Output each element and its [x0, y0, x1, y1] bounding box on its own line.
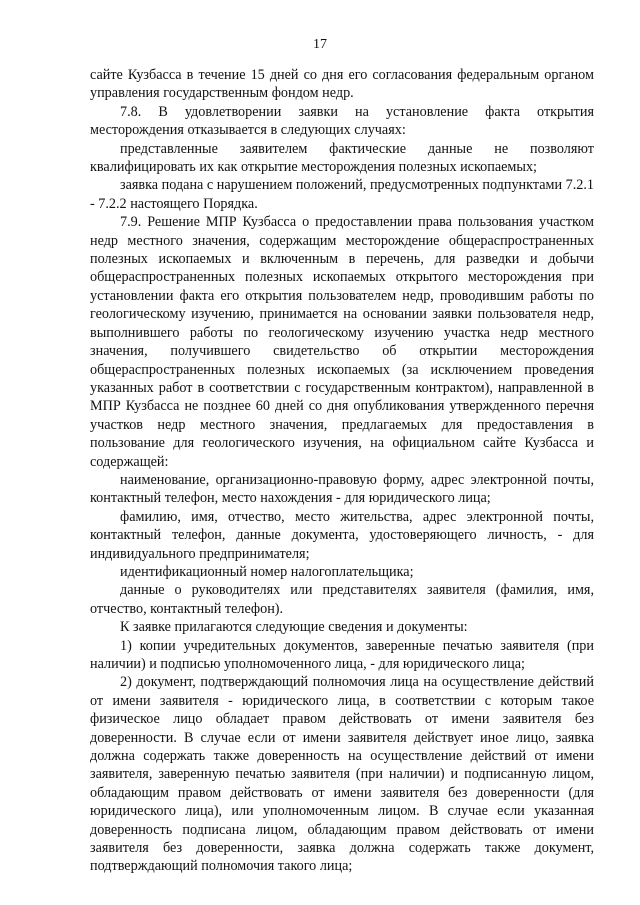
- paragraph-legal-entity-details: наименование, организационно-правовую форму, адрес электронной почты, контактный телефон, место нахождения - для юридического лица;: [90, 471, 594, 507]
- paragraph-attachment-1: 1) копии учредительных документов, заверенные печатью заявителя (при наличии) и подписью уполномоченного лица, - для юридического лица;: [90, 637, 594, 672]
- paragraph-representatives: данные о руководителях или представителях заявителя (фамилия, имя, отчество, контактный телефон).: [90, 582, 594, 617]
- paragraph-attachments-intro: К заявке прилагаются следующие сведения и документы:: [120, 619, 468, 636]
- paragraph-attachment-2: 2) документ, подтверждающий полномочия лица на осуществление действий от имени заявителя - юридического лица, в соответствии с которым такое физическое лицо обладает правом действовать от имени заявителя без доверенности. В случае если от имени заявителя действует иное лицо, заявка должна содержать также доверенность на осуществление действий от имени заявителя, заверенную печатью заявителя (при наличии) и подписанную лицом, обладающим правом действовать от имени заявителя без доверенности (для юридического лица), или уполномоченным лицом. В случае если указанная доверенность подписана лицом, обладающим правом действовать от имени заявителя без доверенности, заявка должна содержать также документ, подтверждающий полномочия такого лица;: [90, 674, 594, 875]
- document-body: [90, 66, 594, 876]
- paragraph-entrepreneur-details: фамилию, имя, отчество, место жительства, адрес электронной почты, контактный телефон, данные документа, удостоверяющего личность, - для индивидуального предпринимателя;: [90, 508, 594, 562]
- paragraph-7-9: 7.9. Решение МПР Кузбасса о предоставлении права пользования участком недр местного значения, содержащим месторождение общераспространенных полезных ископаемых и включенным в перечень, для разведки и добычи общераспространенных полезных ископаемых открытого месторождения при установлении факта его открытия пользователем недр, проводившим работы по геологическому изучению, принимается на основании заявки пользователя недр, выполнившего работы по геологическому изучению участка недр местного значения, получившего свидетельство об открытии месторождения общераспространенных полезных ископаемых (за исключением проведения указанных работ в соответствии с государственным контрактом), направленной в МПР Кузбасса не позднее 60 дней со дня опубликования утвержденного перечня участков недр местного значения, предлагаемых для предоставления в пользование для геологического изучения, на официальном сайте Кузбасса и содержащей:: [90, 214, 594, 470]
- paragraph-7-8-case-1: представленные заявителем фактические данные не позволяют квалифицировать их как открытие месторождения полезных ископаемых;: [90, 140, 594, 176]
- paragraph-tax-id: идентификационный номер налогоплательщика;: [120, 563, 414, 580]
- paragraph-7-8-case-2: заявка подана с нарушением положений, предусмотренных подпунктами 7.2.1 - 7.2.2 настоящего Порядка.: [90, 177, 594, 212]
- paragraph-7-8: 7.8. В удовлетворении заявки на установление факта открытия месторождения отказывается в следующих случаях:: [90, 103, 594, 139]
- page-number: 17: [313, 37, 327, 52]
- paragraph-continuation: сайте Кузбасса в течение 15 дней со дня его согласования федеральным органом управления государственным фондом недр.: [90, 67, 594, 102]
